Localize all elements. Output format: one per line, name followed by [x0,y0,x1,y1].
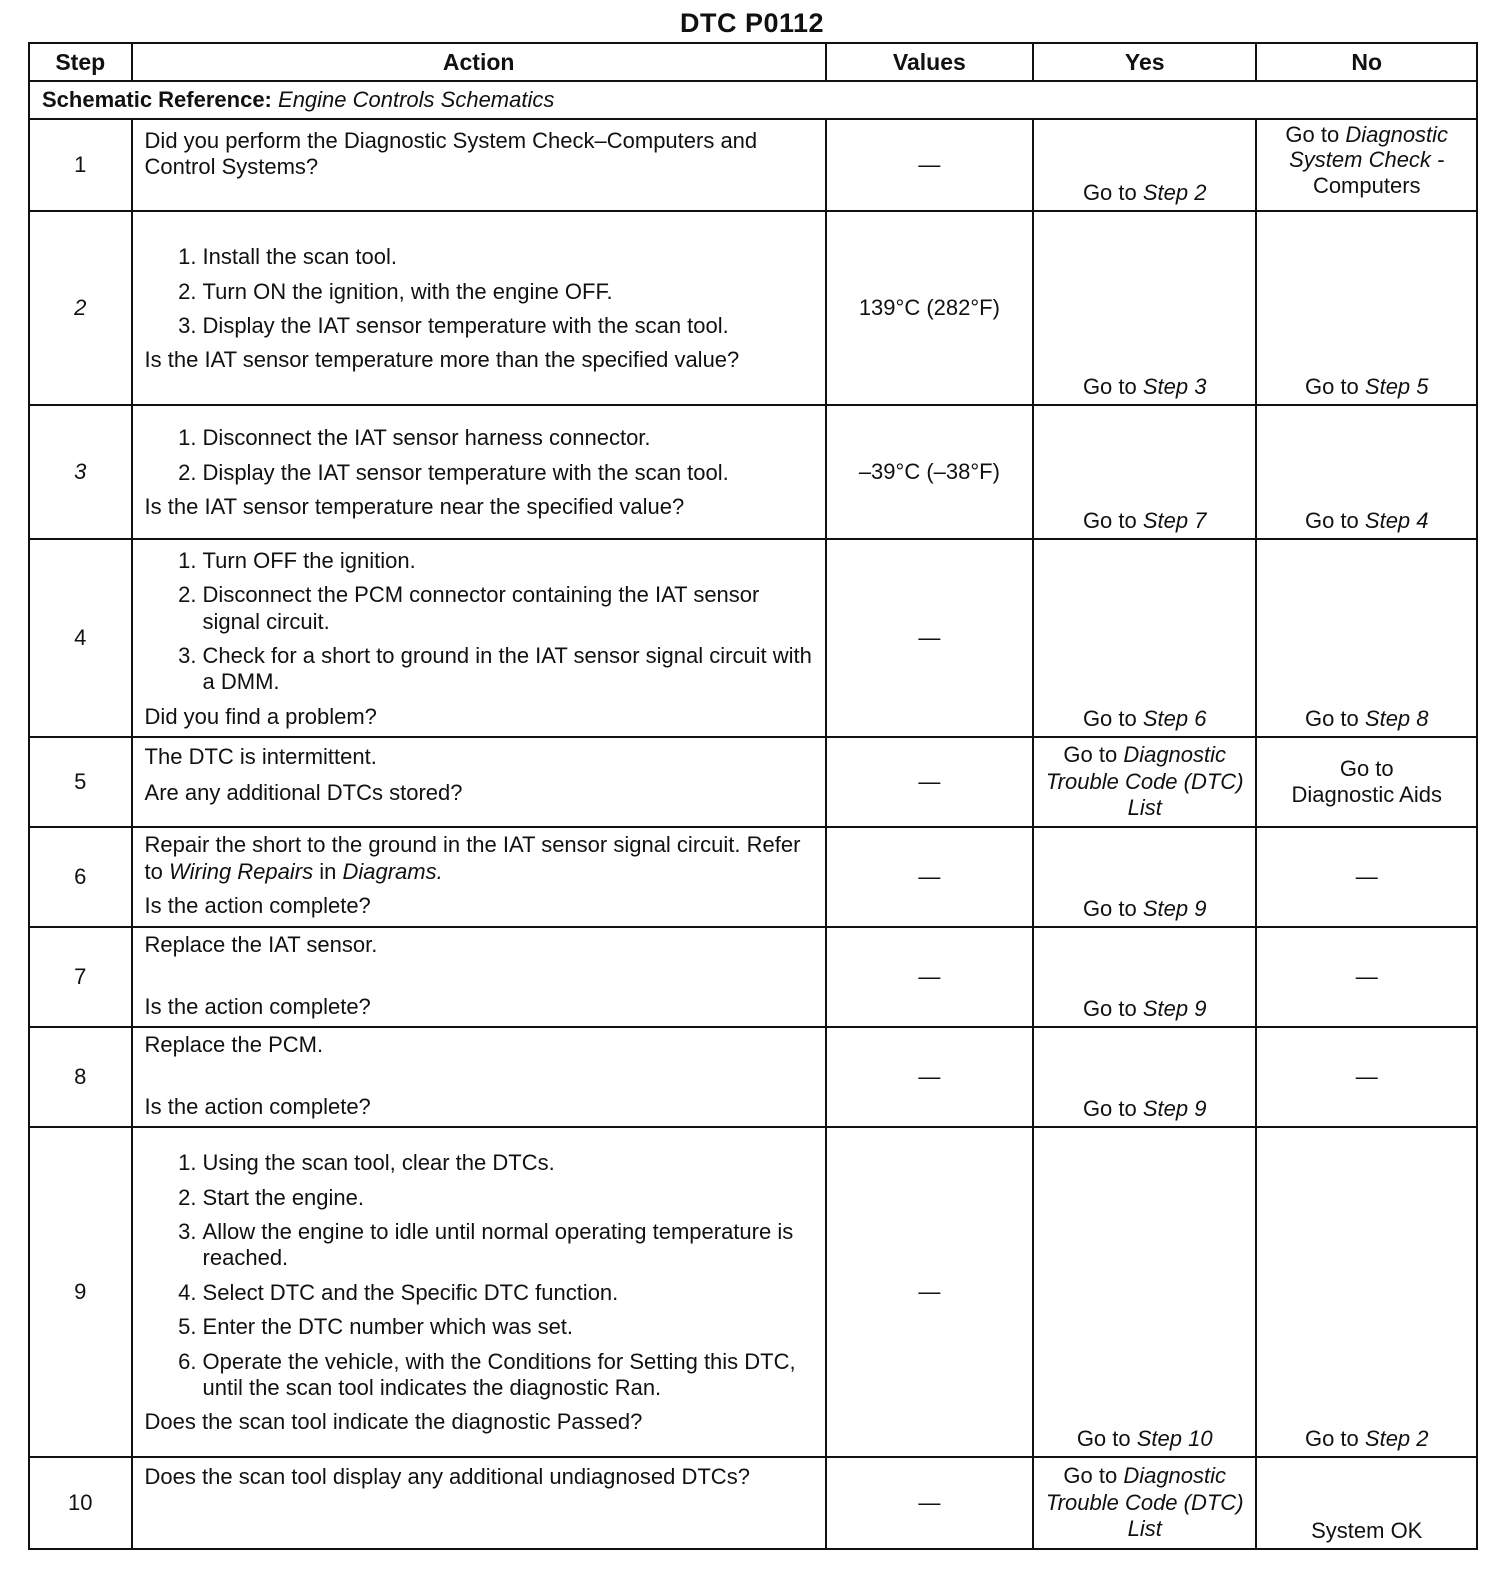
action-question: Does the scan tool display any additional undiagnosed DTCs? [144,1464,750,1489]
schematic-reference-row [29,81,1477,119]
action-item: 1. Using the scan tool, clear the DTCs. [203,1150,813,1176]
value-cell: — [826,539,1033,737]
yes-cell: Go to Step 9 [1033,827,1257,927]
step-number: 1 [29,119,132,211]
action-item: 2. Display the IAT sensor temperature with the scan tool. [203,460,813,486]
value-cell: — [826,1127,1033,1457]
page-title: DTC P0112 [679,8,825,38]
no-cell: — [1256,927,1477,1027]
action-cell [132,1027,826,1127]
value-cell: — [826,737,1033,827]
yes-cell: Go to Step 6 [1033,539,1257,737]
action-item: 3. Check for a short to ground in the IAT sensor signal circuit with a DMM. [203,643,813,696]
action-item: 3. Display the IAT sensor temperature with the scan tool. [203,313,813,339]
action-item: 1. Turn OFF the ignition. [203,548,813,574]
table-row [29,211,1477,405]
yes-cell: Go to Diagnostic Trouble Code (DTC) List [1033,1457,1257,1549]
value-cell: 139°C (282°F) [826,211,1033,405]
value-cell: — [826,827,1033,927]
action-item: 2. Turn ON the ignition, with the engine OFF. [203,279,813,305]
header-values: Values [826,43,1033,81]
action-item: 6. Operate the vehicle, with the Conditions for Setting this DTC, until the scan tool indicates the diagnostic Ran. [203,1349,813,1402]
header-yes: Yes [1033,43,1257,81]
action-question: Are any additional DTCs stored? [144,780,463,806]
schematic-reference: Schematic Reference: Engine Controls Schematics [29,81,1477,119]
action-text: The DTC is intermittent. [144,744,377,769]
action-question: Did you find a problem? [144,703,377,729]
action-item: 1. Install the scan tool. [203,244,813,270]
action-question: Is the action complete? [144,1094,371,1119]
no-cell: Go to Diagnostic System Check - Computers [1256,119,1477,211]
no-cell: Go to Step 5 [1256,211,1477,405]
header-no: No [1256,43,1477,81]
action-item: 3. Allow the engine to idle until normal operating temperature is reached. [203,1219,813,1272]
action-question: Did you perform the Diagnostic System Check–Computers and Control Systems? [144,128,758,180]
action-question: Does the scan tool indicate the diagnostic Passed? [144,1409,643,1435]
yes-cell: Go to Step 9 [1033,927,1257,1027]
step-number: 7 [29,927,132,1027]
no-cell: Go to Step 8 [1256,539,1477,737]
action-steps [145,1150,813,1401]
action-item: 2. Disconnect the PCM connector containing the IAT sensor signal circuit. [203,582,813,635]
action-item: 1. Disconnect the IAT sensor harness connector. [203,425,813,451]
table-row [29,119,1477,211]
header-action: Action [132,43,826,81]
action-cell [132,927,826,1027]
value-cell: — [826,1457,1033,1549]
header-row [29,43,1477,81]
yes-cell: Go to Step 2 [1033,119,1257,211]
yes-cell: Go to Step 3 [1033,211,1257,405]
action-question: Is the action complete? [144,994,371,1019]
table-row [29,539,1477,737]
value-cell: — [826,1027,1033,1127]
step-number: 9 [29,1127,132,1457]
action-cell [132,405,826,539]
yes-cell: Go to Step 7 [1033,405,1257,539]
no-cell: System OK [1256,1457,1477,1549]
action-item: 4. Select DTC and the Specific DTC function. [203,1280,813,1306]
action-question: Is the IAT sensor temperature more than the specified value? [144,347,740,373]
table-row [29,1127,1477,1457]
action-question: Is the action complete? [144,893,371,919]
action-text: Repair the short to the ground in the IAT sensor signal circuit. Refer to Wiring Repairs in Diagrams. [144,832,801,884]
step-number: 3 [29,405,132,539]
value-cell: — [826,119,1033,211]
step-number: 5 [29,737,132,827]
action-cell [132,1127,826,1457]
step-number: 4 [29,539,132,737]
no-cell: Go to Diagnostic Aids [1256,737,1477,827]
action-steps [145,244,813,339]
header-step: Step [29,43,132,81]
yes-cell: Go to Diagnostic Trouble Code (DTC) List [1033,737,1257,827]
diagnostic-table [28,42,1478,1550]
table-row [29,1457,1477,1549]
action-steps [145,548,813,696]
action-steps [145,425,813,486]
step-number: 6 [29,827,132,927]
table-row [29,1027,1477,1127]
action-text: Replace the PCM. [144,1031,324,1057]
action-cell [132,737,826,827]
step-number: 10 [29,1457,132,1549]
yes-cell: Go to Step 10 [1033,1127,1257,1457]
step-number: 8 [29,1027,132,1127]
no-cell: — [1256,827,1477,927]
action-cell [132,539,826,737]
value-cell: –39°C (–38°F) [826,405,1033,539]
action-cell [132,827,826,927]
action-text: Replace the IAT sensor. [144,931,378,957]
no-cell: Go to Step 2 [1256,1127,1477,1457]
yes-cell: Go to Step 9 [1033,1027,1257,1127]
action-item: 2. Start the engine. [203,1185,813,1211]
step-number: 2 [29,211,132,405]
action-cell [132,1457,826,1549]
table-row [29,737,1477,827]
action-item: 5. Enter the DTC number which was set. [203,1314,813,1340]
table-row [29,405,1477,539]
no-cell: — [1256,1027,1477,1127]
value-cell: — [826,927,1033,1027]
action-question: Is the IAT sensor temperature near the specified value? [144,494,685,520]
table-row [29,827,1477,927]
action-cell [132,211,826,405]
table-row [29,927,1477,1027]
action-cell [132,119,826,211]
no-cell: Go to Step 4 [1256,405,1477,539]
